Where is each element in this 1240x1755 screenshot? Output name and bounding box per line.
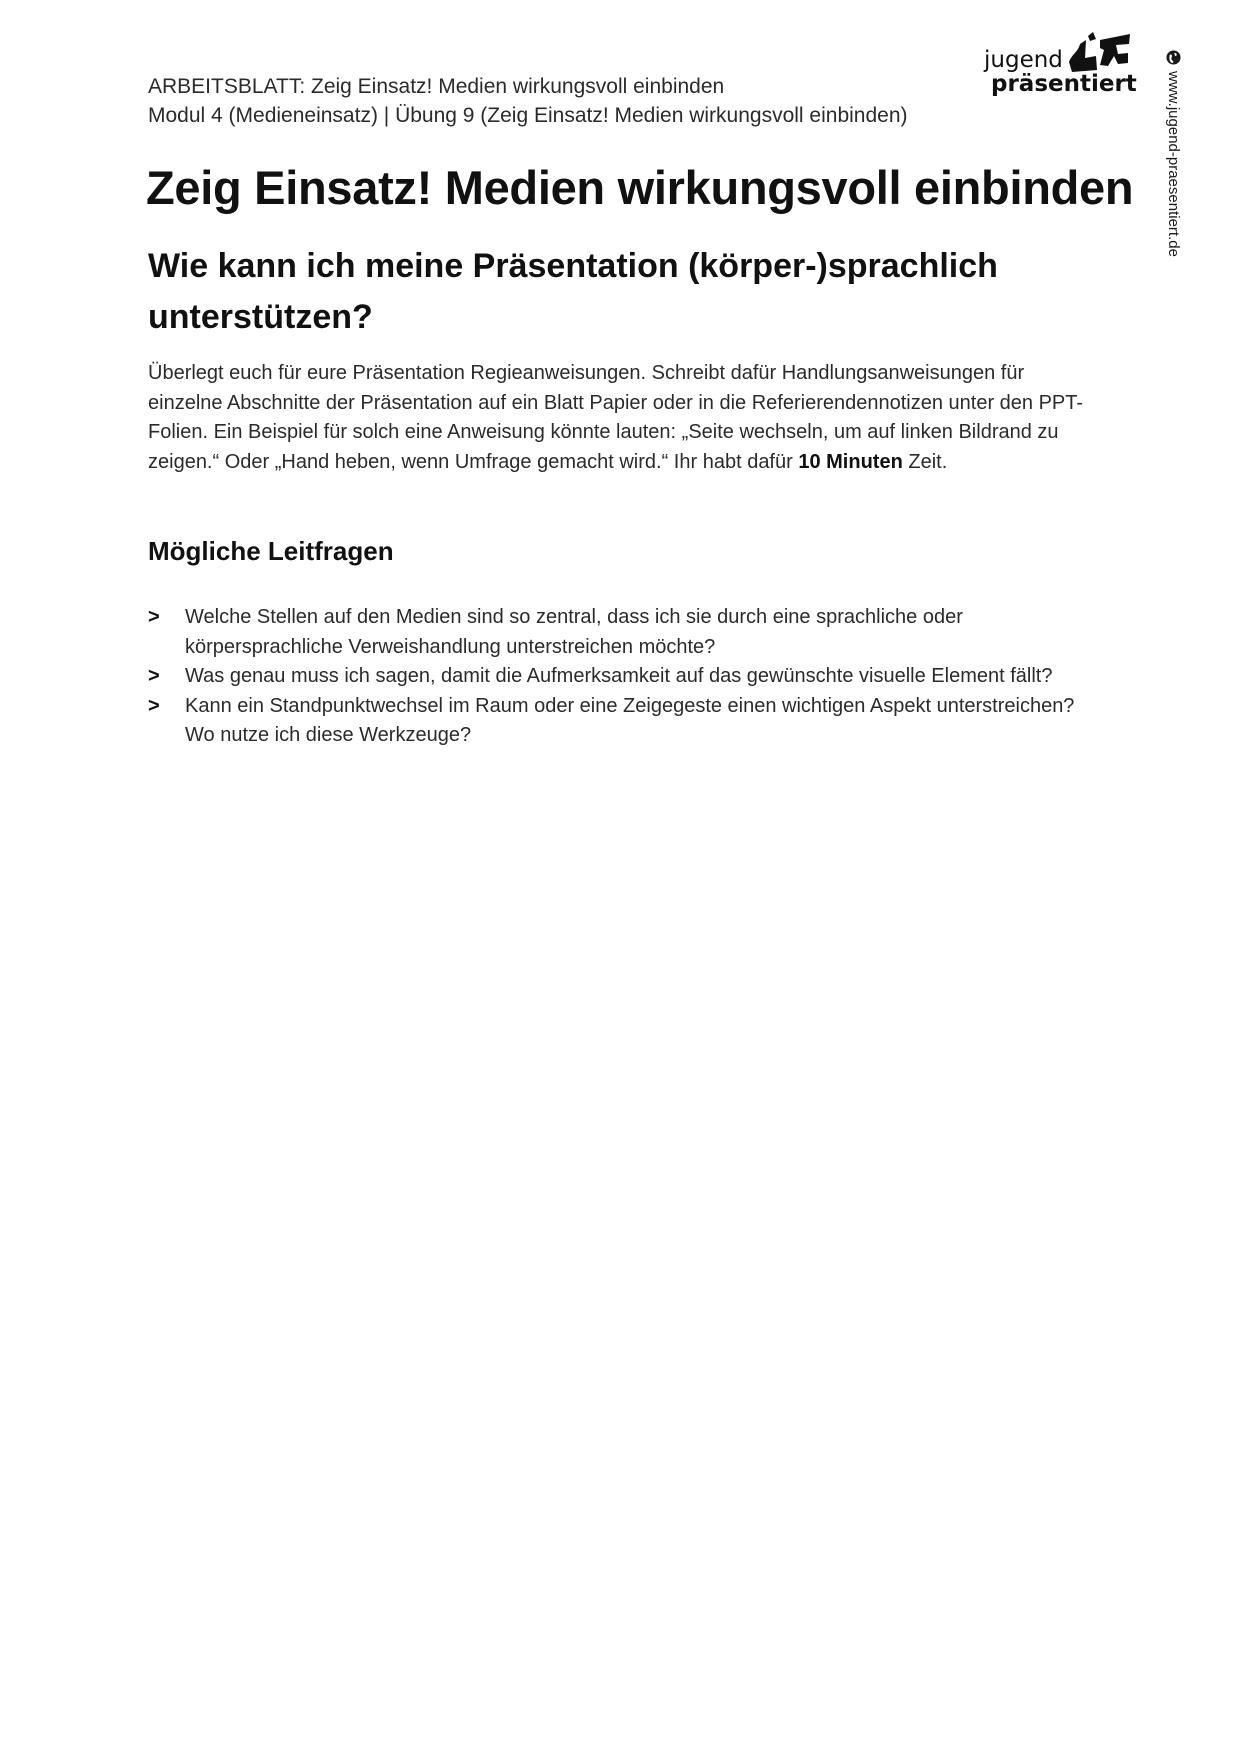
intro-text-after: Zeit. — [902, 450, 948, 473]
question-text: Was genau muss ich sagen, damit die Aufmerksamkeit auf das gewünschte visuelle Element fällt? — [185, 665, 1053, 687]
header-worksheet-title: ARBEITSBLATT: Zeig Einsatz! Medien wirkungsvoll einbinden — [148, 75, 725, 98]
page-title: Zeig Einsatz! Medien wirkungsvoll einbinden — [146, 161, 1134, 214]
document-header — [148, 72, 968, 130]
intro-time-highlight: 10 Minuten — [798, 450, 903, 473]
intro-text-before: Überlegt euch für eure Präsentation Regieanweisungen. Schreibt dafür Handlungsanweisungen für einzelne Abschnitte der Präsentation auf ein Blatt Papier oder in die Referierendennotizen unter den PPT-Folien. Ein Beispiel für solch eine Anweisung könnte lauten: „Seite wechseln, um auf linken Bildrand zu zeigen.“ Oder „Hand heben, wenn Umfrage gemacht wird.“ Ihr habt dafür — [148, 362, 1084, 473]
guiding-questions-list — [148, 603, 1108, 751]
bullet-arrow-icon: > — [148, 694, 160, 717]
logo-text-line1: jugend — [984, 47, 1063, 73]
section-heading-leitfragen: Mögliche Leitfragen — [148, 536, 394, 566]
question-text: Kann ein Standpunktwechsel im Raum oder eine Zeigegeste einen wichtigen Aspekt unterstreichen? Wo nutze ich diese Werkzeuge? — [185, 694, 1075, 746]
website-url-vertical — [1165, 50, 1182, 257]
logo-mark-icon — [1066, 30, 1132, 74]
list-item — [148, 692, 1108, 751]
bullet-arrow-icon: > — [148, 606, 160, 628]
globe-icon — [1166, 50, 1181, 65]
bullet-arrow-icon: > — [148, 665, 160, 687]
logo-text-line2: präsentiert — [991, 71, 1137, 97]
intro-paragraph — [148, 359, 1098, 477]
website-url-text: www.jugend-praesentiert.de — [1165, 71, 1182, 257]
list-item — [148, 603, 1108, 662]
question-text: Welche Stellen auf den Medien sind so zentral, dass ich sie durch eine sprachliche oder körpersprachliche Verweishandlung unterstreichen möchte? — [185, 606, 963, 658]
jugend-praesentiert-logo — [982, 30, 1137, 106]
header-module-info: Modul 4 (Medieneinsatz) | Übung 9 (Zeig Einsatz! Medien wirkungsvoll einbinden) — [148, 104, 908, 127]
page-subtitle: Wie kann ich meine Präsentation (körper-)sprachlich unterstützen? — [148, 247, 998, 336]
list-item — [148, 662, 1108, 692]
